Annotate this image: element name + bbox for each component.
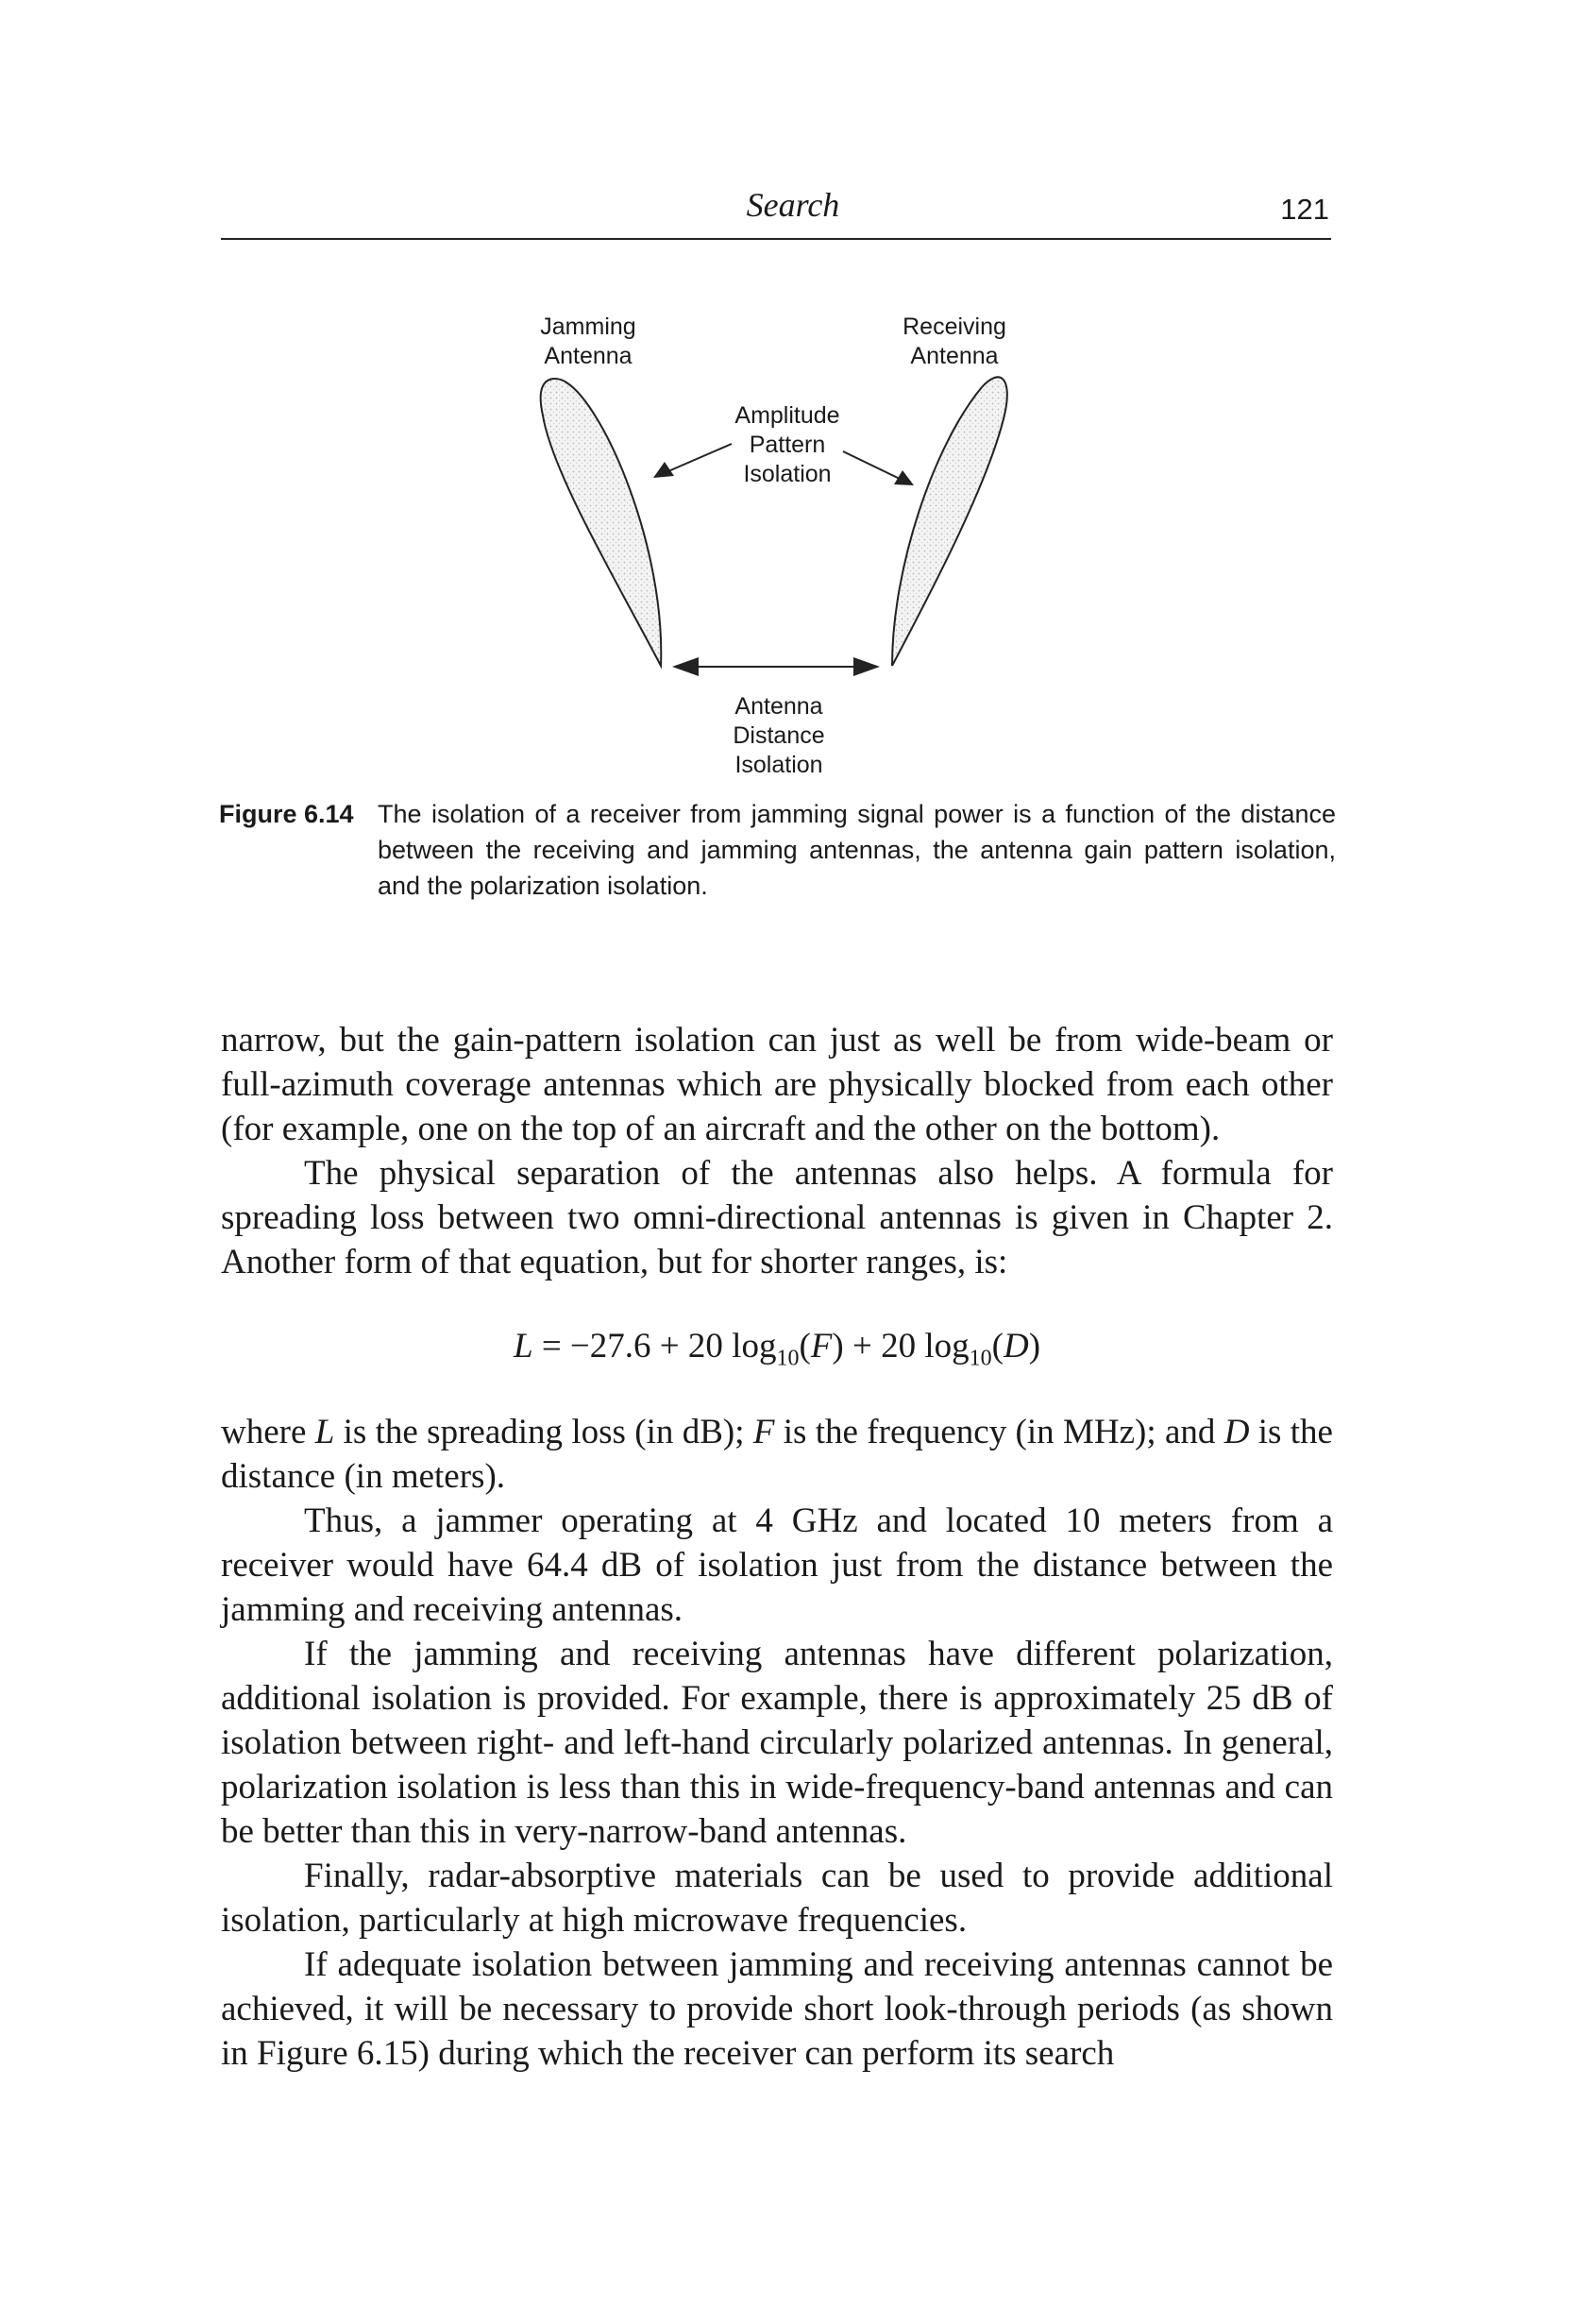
p3-text-1: where bbox=[221, 1413, 315, 1451]
receiving-antenna-lobe bbox=[892, 377, 1007, 666]
paragraph-4: Thus, a jammer operating at 4 GHz and located 10 meters from a receiver would have 64.4 dB of isolation just from the distance between the jamming and receiving antennas. bbox=[221, 1501, 1333, 1629]
equation-sub1: 10 bbox=[776, 1346, 800, 1371]
paragraph-2: The physical separation of the antennas also helps. A formula for spreading loss between two omni-directional antennas is given in Chapter 2. Another form of that equation, but for shorter ranges, is: bbox=[221, 1154, 1333, 1281]
distance-label-line2: Distance bbox=[733, 722, 825, 749]
figure-caption-text: The isolation of a receiver from jamming signal power is a function of the distance between the receiving and jamming antennas, the antenna gain pattern isolation, and the polarization isolation. bbox=[378, 800, 1336, 900]
spreading-loss-equation: L = −27.6 + 20 $\log_{10}(F) + 20$ $\log_{10}(D)$ bbox=[513, 1327, 1041, 1371]
paragraph-3 bbox=[221, 1410, 1333, 1499]
jamming-antenna-label-line2: Antenna bbox=[544, 343, 633, 369]
receiving-antenna-label-line1: Receiving bbox=[903, 314, 1006, 340]
receiving-antenna-label-line2: Antenna bbox=[910, 343, 999, 369]
p3-var-D: D bbox=[1223, 1413, 1250, 1451]
p3-text-2: is the spreading loss (in dB); bbox=[334, 1413, 753, 1451]
jamming-antenna-lobe bbox=[541, 379, 662, 666]
distance-double-arrow bbox=[672, 657, 880, 676]
paragraph-6: Finally, radar-absorptive materials can be used to provide additional isolation, particularly at high microwave frequencies. bbox=[221, 1857, 1333, 1940]
amplitude-label-line1: Amplitude bbox=[734, 402, 840, 429]
figure-6-14-diagram bbox=[0, 0, 1586, 793]
p3-var-L: L bbox=[314, 1413, 335, 1451]
amplitude-label-line3: Isolation bbox=[743, 461, 832, 487]
p3-text-4: is the distance (in meters). bbox=[221, 1413, 1333, 1496]
equation-arg2: D bbox=[1003, 1327, 1029, 1366]
running-title: Search bbox=[746, 186, 840, 224]
equation-mid: + 20 log bbox=[843, 1327, 970, 1366]
paragraph-1: narrow, but the gain-pattern isolation can just as well be from wide-beam or full-azimuth coverage antennas which are physically blocked from each other (for example, one on the top of an aircraft and the other on the bottom). bbox=[221, 1021, 1333, 1148]
body-text bbox=[221, 1018, 1333, 2076]
amplitude-arrow-left bbox=[653, 444, 732, 478]
figure-caption-label: Figure 6.14 bbox=[219, 800, 354, 828]
equation-sub2: 10 bbox=[969, 1346, 992, 1371]
equation-eq: = −27.6 + 20 log bbox=[532, 1327, 777, 1366]
amplitude-label-line2: Pattern bbox=[749, 432, 826, 458]
equation-arg1: F bbox=[810, 1327, 833, 1366]
p3-text-3: is the frequency (in MHz); and bbox=[774, 1413, 1224, 1451]
distance-label-line3: Isolation bbox=[734, 752, 823, 778]
amplitude-arrow-right bbox=[843, 451, 914, 485]
distance-label-line1: Antenna bbox=[734, 693, 823, 720]
jamming-antenna-label-line1: Jamming bbox=[540, 314, 636, 340]
p3-var-F: F bbox=[752, 1413, 775, 1451]
page-number: 121 bbox=[1280, 193, 1329, 226]
equation-lhs: L bbox=[513, 1327, 533, 1366]
paragraph-5: If the jamming and receiving antennas have different polarization, additional isolation is provided. For example, there is approximately 25 dB of isolation between right- and left-hand circularly polarized antennas. In general, polarization isolation is less than this in wide-frequency-band antennas and can be better than this in very-narrow-band antennas. bbox=[221, 1635, 1333, 1851]
paragraph-7: If adequate isolation between jamming and receiving antennas cannot be achieved, it will be necessary to provide short look-through periods (as shown in Figure 6.15) during which the receiver can perform its search bbox=[221, 1945, 1333, 2073]
